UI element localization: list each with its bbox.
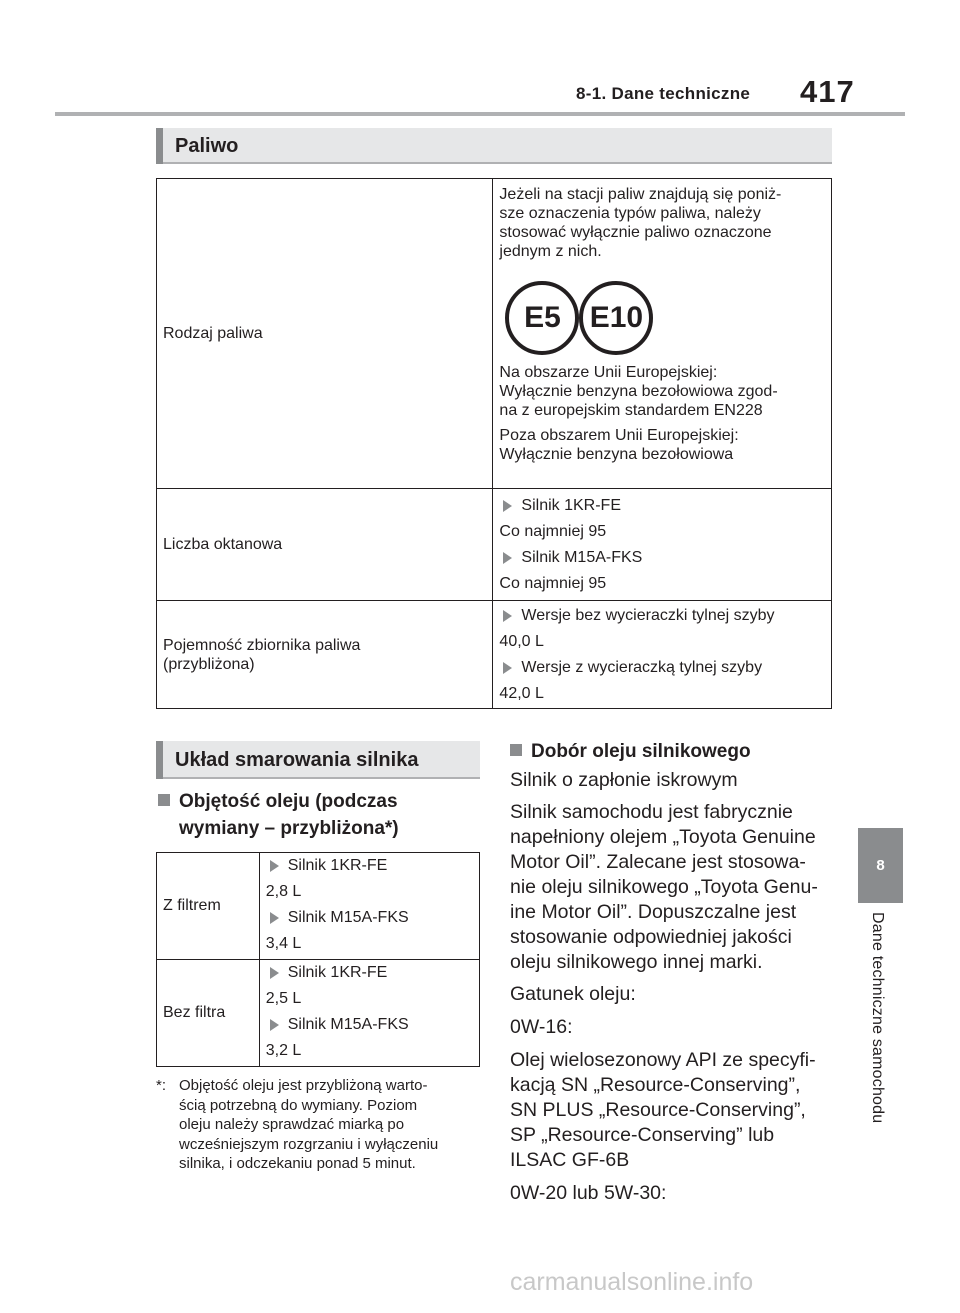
octane-label: Liczba oktanowa bbox=[157, 489, 493, 601]
section-header: 8-1. Dane techniczne bbox=[576, 84, 751, 103]
heading-underline bbox=[163, 162, 832, 164]
fuel-eu-line: na z europejskim standardem EN228 bbox=[499, 402, 763, 419]
table-row bbox=[157, 601, 832, 709]
paragraph-line: SN PLUS „Resource-Conserving”, bbox=[510, 1099, 806, 1121]
list-item bbox=[499, 545, 825, 571]
chapter-tab[interactable]: 8 bbox=[858, 828, 903, 903]
triangle-bullet-icon bbox=[503, 552, 512, 564]
square-bullet-icon bbox=[510, 744, 522, 756]
lubrication-section-heading bbox=[156, 741, 480, 779]
e10-fuel-badge: E10 bbox=[579, 281, 653, 355]
oil-volume: 2,5 L bbox=[265, 990, 302, 1007]
oil-selection-column bbox=[510, 738, 840, 1206]
paragraph-line: stosowanie odpowiedniej jakości bbox=[510, 926, 792, 948]
paragraph-line: ILSAC GF-6B bbox=[510, 1149, 630, 1171]
oil-volume: 2,8 L bbox=[265, 883, 302, 900]
list-item bbox=[266, 1012, 473, 1038]
paragraph-line: ine Motor Oil”. Dopuszczalne jest bbox=[510, 901, 797, 923]
tank-capacity-label bbox=[157, 601, 493, 709]
fuel-type-label: Rodzaj paliwa bbox=[157, 179, 493, 489]
oil-volume: 3,2 L bbox=[265, 1042, 302, 1059]
paragraph-line: Motor Oil”. Zalecane jest stosowa- bbox=[510, 851, 806, 873]
oil-grade-label: Gatunek oleju: bbox=[510, 983, 636, 1005]
footnote-line: silnika, i odczekaniu ponad 5 minut. bbox=[179, 1155, 416, 1172]
table-row bbox=[157, 853, 480, 960]
triangle-bullet-icon bbox=[270, 912, 279, 924]
fuel-intro-line: sze oznaczenia typów paliwa, należy bbox=[499, 205, 761, 222]
e5-fuel-badge: E5 bbox=[505, 281, 579, 355]
paragraph-line: napełniony olejem „Toyota Genuine bbox=[510, 826, 816, 848]
oil-viscosity-0w20: 0W-20 lub 5W-30: bbox=[510, 1182, 667, 1204]
octane-value bbox=[493, 489, 832, 601]
tank-capacity-value bbox=[493, 601, 832, 709]
paragraph-line: nie oleju silnikowego „Toyota Genu- bbox=[510, 876, 818, 898]
list-item bbox=[266, 960, 473, 986]
engine-name: Silnik M15A-FKS bbox=[287, 1016, 409, 1033]
oil-spec-paragraph bbox=[510, 1048, 840, 1173]
heading-line: wymiany – przybliżona*) bbox=[179, 818, 399, 839]
watermark: carmanualsonline.info bbox=[510, 1268, 754, 1296]
fuel-intro-line: jednym z nich. bbox=[499, 243, 602, 260]
triangle-bullet-icon bbox=[503, 610, 512, 622]
fuel-section-heading bbox=[156, 128, 832, 164]
list-item bbox=[266, 905, 473, 931]
paragraph-line: oleju silnikowego innej marki. bbox=[510, 951, 763, 973]
fuel-table bbox=[156, 178, 832, 709]
fuel-noneu-line: Wyłącznie benzyna bezołowiowa bbox=[499, 446, 734, 463]
fuel-type-value bbox=[493, 179, 832, 489]
fuel-eu-line: Na obszarze Unii Europejskiej: bbox=[499, 364, 718, 381]
square-bullet-icon bbox=[158, 794, 170, 806]
paragraph-line: kacją SN „Resource-Conserving”, bbox=[510, 1074, 801, 1096]
paragraph-line: Olej wielosezonowy API ze specyfi- bbox=[510, 1049, 816, 1071]
label-line: (przybliżona) bbox=[163, 655, 255, 673]
triangle-bullet-icon bbox=[503, 662, 512, 674]
table-row bbox=[157, 489, 832, 601]
table-row bbox=[157, 960, 480, 1067]
fuel-section-title: Paliwo bbox=[175, 135, 239, 157]
without-filter-value bbox=[259, 960, 479, 1067]
factory-oil-paragraph bbox=[510, 800, 840, 975]
engine-name: Silnik 1KR-FE bbox=[287, 964, 388, 981]
footnote-mark: *: bbox=[156, 1077, 167, 1094]
triangle-bullet-icon bbox=[503, 500, 512, 512]
paragraph-line: Silnik samochodu jest fabrycznie bbox=[510, 801, 793, 823]
engine-name: Silnik 1KR-FE bbox=[521, 497, 621, 514]
footnote-line: wcześniejszym rozgrzaniu i wyłączeniu bbox=[179, 1135, 439, 1153]
list-item bbox=[499, 655, 825, 681]
triangle-bullet-icon bbox=[270, 967, 279, 979]
page-number: 417 bbox=[800, 74, 855, 109]
oil-selection-heading bbox=[510, 738, 840, 765]
heading-text: Dobór oleju silnikowego bbox=[531, 741, 751, 762]
oil-viscosity-0w16: 0W-16: bbox=[510, 1016, 573, 1038]
fuel-badges bbox=[505, 281, 825, 355]
with-filter-label: Z filtrem bbox=[157, 853, 260, 960]
header-rule bbox=[55, 112, 905, 116]
lubrication-section-title: Układ smarowania silnika bbox=[175, 749, 419, 771]
footnote-line: ścią potrzebną do wymiany. Poziom bbox=[179, 1096, 418, 1114]
fuel-intro-line: Jeżeli na stacji paliw znajdują się poniż- bbox=[499, 186, 782, 203]
paragraph-line: SP „Resource-Conserving” lub bbox=[510, 1124, 775, 1146]
heading-underline bbox=[163, 777, 480, 779]
list-item bbox=[266, 853, 473, 879]
engine-name: Silnik M15A-FKS bbox=[521, 549, 643, 566]
footnote-line: oleju należy sprawdzać miarką po bbox=[179, 1116, 405, 1133]
label-line: Pojemność zbiornika paliwa bbox=[163, 636, 361, 654]
footnote bbox=[156, 1076, 486, 1174]
fuel-eu-line: Wyłącznie benzyna bezołowiowa zgod- bbox=[499, 383, 778, 400]
triangle-bullet-icon bbox=[270, 1019, 279, 1031]
chapter-tab-label: Dane techniczne samochodu bbox=[869, 912, 886, 1124]
fuel-noneu-line: Poza obszarem Unii Europejskiej: bbox=[499, 427, 739, 444]
heading-line: Objętość oleju (podczas bbox=[179, 791, 398, 812]
with-filter-value bbox=[259, 853, 479, 960]
fuel-intro-line: stosować wyłącznie paliwo oznaczone bbox=[499, 224, 772, 241]
without-filter-label: Bez filtra bbox=[157, 960, 260, 1067]
list-item bbox=[499, 603, 825, 629]
triangle-bullet-icon bbox=[270, 860, 279, 872]
oil-capacity-table bbox=[156, 852, 480, 1067]
list-item bbox=[499, 493, 825, 519]
oil-capacity-heading bbox=[158, 788, 399, 842]
engine-type-text: Silnik o zapłonie iskrowym bbox=[510, 769, 738, 791]
capacity-value: 42,0 L bbox=[499, 685, 544, 702]
engine-name: Silnik 1KR-FE bbox=[287, 857, 388, 874]
capacity-value: 40,0 L bbox=[499, 633, 544, 650]
version-name: Wersje z wycieraczką tylnej szyby bbox=[521, 659, 763, 676]
octane-number: Co najmniej 95 bbox=[499, 523, 607, 540]
table-row bbox=[157, 179, 832, 489]
footnote-line: Objętość oleju jest przybliżoną warto- bbox=[179, 1077, 428, 1094]
engine-name: Silnik M15A-FKS bbox=[287, 909, 409, 926]
oil-volume: 3,4 L bbox=[265, 935, 302, 952]
version-name: Wersje bez wycieraczki tylnej szyby bbox=[521, 607, 775, 624]
octane-number: Co najmniej 95 bbox=[499, 575, 607, 592]
